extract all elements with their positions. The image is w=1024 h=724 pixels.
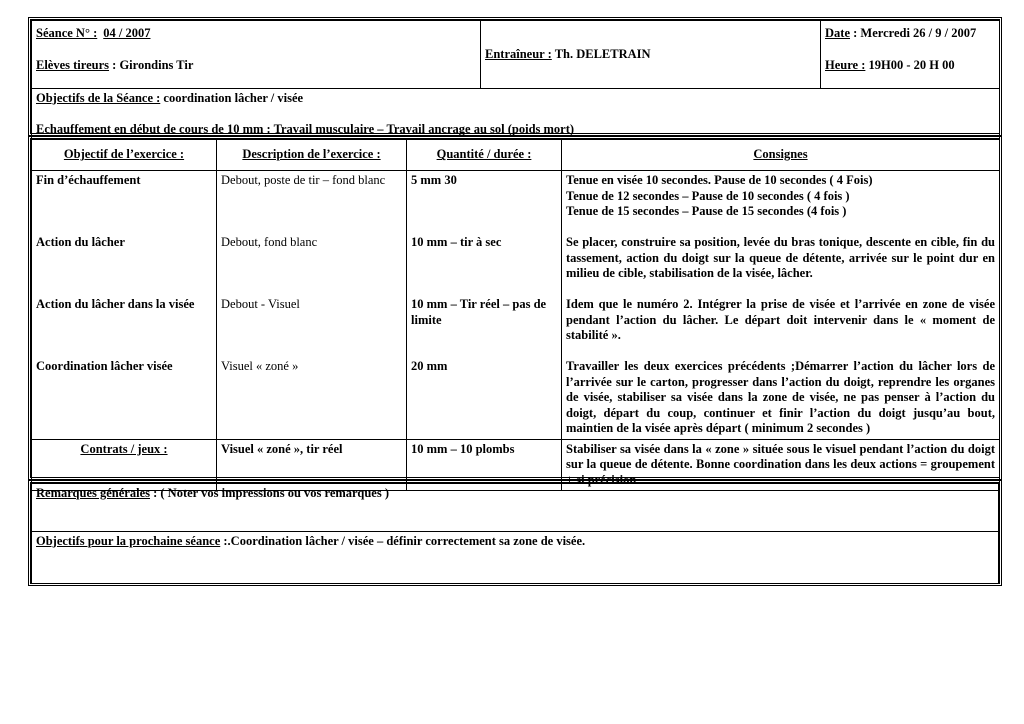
row-4-objectif: Coordination lâcher visée xyxy=(36,359,173,373)
contrats-description: Visuel « zoné », tir réel xyxy=(217,439,407,491)
row-3-description: Debout - Visuel xyxy=(221,297,300,311)
row-3-quantite: 10 mm – Tir réel – pas de limite xyxy=(411,297,547,327)
row-1-consigne-line: Tenue en visée 10 secondes. Pause de 10 secondes ( 4 Fois) xyxy=(566,173,873,187)
date-cell xyxy=(821,21,1000,89)
header-frame xyxy=(28,17,1002,136)
remarques-label: Remarques générales xyxy=(36,486,150,500)
objectifs-line xyxy=(36,91,995,107)
contrats-consignes: Stabiliser sa visée dans la « zone » située sous le visuel pendant l’action du doigt sur la queue de détente. Bonne coordination dans les deux actions = groupement + si précision…. xyxy=(562,439,1000,491)
heure-line xyxy=(825,58,995,74)
row-1-consigne-line: Tenue de 15 secondes – Pause de 15 secondes (4 fois ) xyxy=(566,204,847,218)
entraineur-value: Th. DELETRAIN xyxy=(551,46,651,61)
prochaine-label: Objectifs pour la prochaine séance xyxy=(36,534,221,548)
eleves-label: Elèves tireurs xyxy=(36,57,110,72)
row-1-quantite: 5 mm 30 xyxy=(411,173,457,187)
seance-value: 04 / 2007 xyxy=(103,26,151,40)
header-description: Description de l’exercice : xyxy=(217,140,407,171)
exercise-table xyxy=(31,139,1000,491)
row-2-description: Debout, fond blanc xyxy=(221,235,318,249)
eleves-value: : Girondins Tir xyxy=(109,57,194,72)
seance-line xyxy=(36,26,476,42)
row-3-consignes: Idem que le numéro 2. Intégrer la prise de visée et l’arrivée en zone de visée pendant l’action du lâcher. Le départ doit intervenir dans le « moment de stabilité ». xyxy=(566,297,995,342)
seance-cell xyxy=(32,21,481,89)
remarques-value: : ( Noter vos impressions ou vos remarques ) xyxy=(149,486,389,500)
row-2-consignes: Se placer, construire sa position, levée du bras tonique, descente en cible, fin du tassement, action du doigt sur la queue de détente, arrivée sur le point dur en milieu de cible, stabilisation de la visée, lâcher. xyxy=(566,235,995,280)
row-1-description: Debout, poste de tir – fond blanc xyxy=(221,173,386,187)
description-column xyxy=(217,171,407,440)
footer-frame xyxy=(28,480,1002,586)
exercise-frame xyxy=(28,136,1002,487)
date-value: : Mercredi 26 / 9 / 2007 xyxy=(850,26,977,40)
row-1-consignes xyxy=(566,173,995,235)
row-4-quantite: 20 mm xyxy=(411,359,448,373)
eleves-line xyxy=(36,58,476,74)
entraineur-line xyxy=(485,47,651,61)
date-label: Date xyxy=(825,26,850,40)
objectifs-label: Objectifs de la Séance : xyxy=(36,91,161,105)
row-4-consignes: Travailler les deux exercices précédents ;Démarrer l’action du lâcher lors de l’arrivée sur le carton, progresser dans l’action du doigt, reprendre les organes de visée, stabiliser sa visée dans la zone de visée, ne pas penser à l’action du doigt, départ du coup, continuer et finir l’action du doigt jusqu’au bout, maintien de la visée après départ ( minimum 2 secondes ) xyxy=(566,359,995,435)
row-2-quantite: 10 mm – tir à sec xyxy=(411,235,502,249)
date-line xyxy=(825,26,995,42)
row-4-description: Visuel « zoné » xyxy=(221,359,299,373)
entraineur-cell xyxy=(481,21,821,89)
contrats-label: Contrats / jeux : xyxy=(32,439,217,491)
heure-value: 19H00 - 20 H 00 xyxy=(865,57,955,72)
header-quantite: Quantité / durée : xyxy=(407,140,562,171)
consignes-column xyxy=(562,171,1000,440)
remarques-cell xyxy=(32,484,999,532)
prochaine-cell xyxy=(32,532,999,584)
row-3-objectif: Action du lâcher dans la visée xyxy=(36,297,195,311)
row-2-objectif: Action du lâcher xyxy=(36,235,125,249)
objectifs-cell xyxy=(32,89,1000,140)
objectifs-value: coordination lâcher / visée xyxy=(160,91,304,105)
objectif-column xyxy=(32,171,217,440)
footer-table xyxy=(31,483,999,584)
heure-label: Heure : xyxy=(825,57,866,72)
prochaine-value: :.Coordination lâcher / visée – définir correctement sa zone de visée. xyxy=(220,534,586,548)
entraineur-label: Entraîneur : xyxy=(485,46,552,61)
row-1-consigne-line: Tenue de 12 secondes – Pause de 10 secondes ( 4 fois ) xyxy=(566,188,850,203)
header-objectif: Objectif de l’exercice : xyxy=(32,140,217,171)
contrats-quantite: 10 mm – 10 plombs xyxy=(407,439,562,491)
header-consignes: Consignes xyxy=(562,140,1000,171)
echauffement-line: Echauffement en début de cours de 10 mm : Travail musculaire – Travail ancrage au sol (poids mort) xyxy=(36,121,575,136)
row-1-objectif: Fin d’échauffement xyxy=(36,173,141,187)
header-table xyxy=(31,20,1000,140)
seance-label: Séance N° : xyxy=(36,26,98,40)
quantite-column xyxy=(407,171,562,440)
